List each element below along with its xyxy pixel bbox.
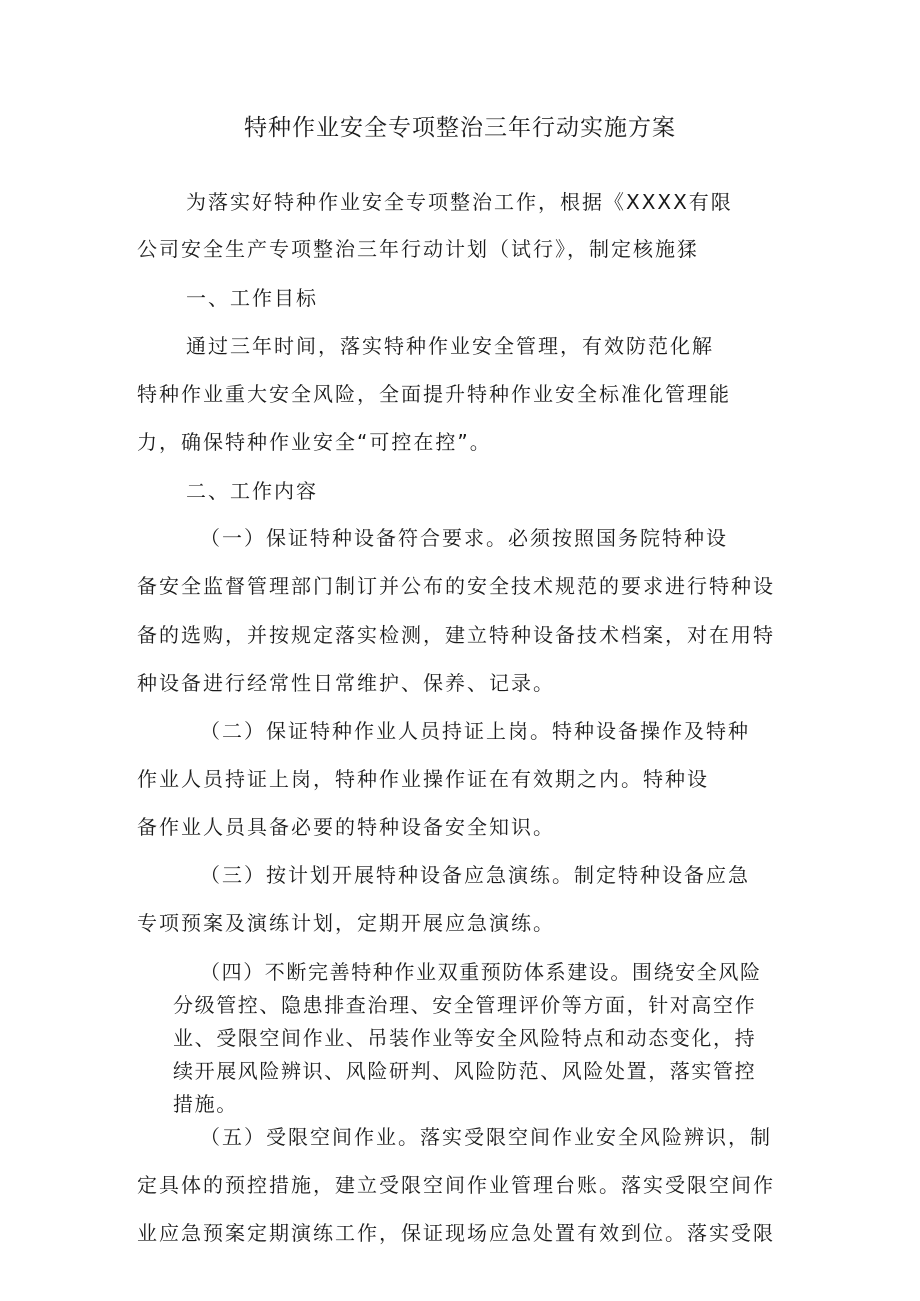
paragraph-item-1-line-1: （一）保证特种设备符合要求。必须按照国务院特种设 [200,526,728,550]
paragraph-item-1-line-3: 备的选购，并按规定落实检测，建立特种设备技术档案，对在用特 [137,623,775,647]
paragraph-item-4-line-3: 业、受限空间作业、吊装作业等安全风险特点和动态变化，持 [173,1026,757,1050]
paragraph-item-2-line-3: 备作业人员具备必要的特种设备安全知识。 [137,815,555,839]
section-heading-work-goal: 一、工作目标 [186,286,318,310]
document-title: 特种作业安全专项整治三年行动实施方案 [244,115,676,141]
paragraph-item-1-line-2: 备安全监督管理部门制订并公布的安全技术规范的要求进行特种设 [137,574,775,598]
section-heading-work-content: 二、工作内容 [186,479,318,503]
paragraph-item-5-line-2: 定具体的预控措施，建立受限空间作业管理台账。落实受限空间作 [137,1173,775,1197]
paragraph-item-3-line-1: （三）按计划开展特种设备应急演练。制定特种设备应急 [200,863,750,887]
paragraph-intro-line-1: 为落实好特种作业安全专项整治工作，根据《XXXX有限 [186,190,733,214]
paragraph-goal-line-2: 特种作业重大安全风险，全面提升特种作业安全标准化管理能 [137,382,731,406]
paragraph-goal-line-3: 力，确保特种作业安全“可控在控”。 [137,430,492,454]
paragraph-item-1-line-4: 种设备进行经常性日常维护、保养、记录。 [137,671,555,695]
paragraph-item-5-line-1: （五）受限空间作业。落实受限空间作业安全风险辨识，制 [200,1125,772,1149]
paragraph-item-5-line-3: 业应急预案定期演练工作，保证现场应急处置有效到位。落实受限 [137,1221,775,1245]
paragraph-goal-line-1: 通过三年时间，落实特种作业安全管理，有效防范化解 [186,334,714,358]
paragraph-intro-line-2: 公司安全生产专项整治三年行动计划（试行》，制定核施猱 [137,237,699,261]
paragraph-item-4-line-1: （四）不断完善特种作业双重预防体系建设。围绕安全风险 [200,960,762,984]
paragraph-item-2-line-1: （二）保证特种作业人员持证上岗。特种设备操作及特种 [200,719,750,743]
paragraph-item-4-line-2: 分级管控、隐患排查治理、安全管理评价等方面，针对高空作 [173,993,757,1017]
paragraph-item-4-line-5: 措施。 [173,1092,238,1116]
paragraph-item-3-line-2: 专项预案及演练计划，定期开展应急演练。 [137,911,555,935]
paragraph-item-2-line-2: 作业人员持证上岗，特种作业操作证在有效期之内。特种设 [137,767,709,791]
paragraph-item-4-line-4: 续开展风险辨识、风险研判、风险防范、风险处置，落实管控 [173,1059,757,1083]
